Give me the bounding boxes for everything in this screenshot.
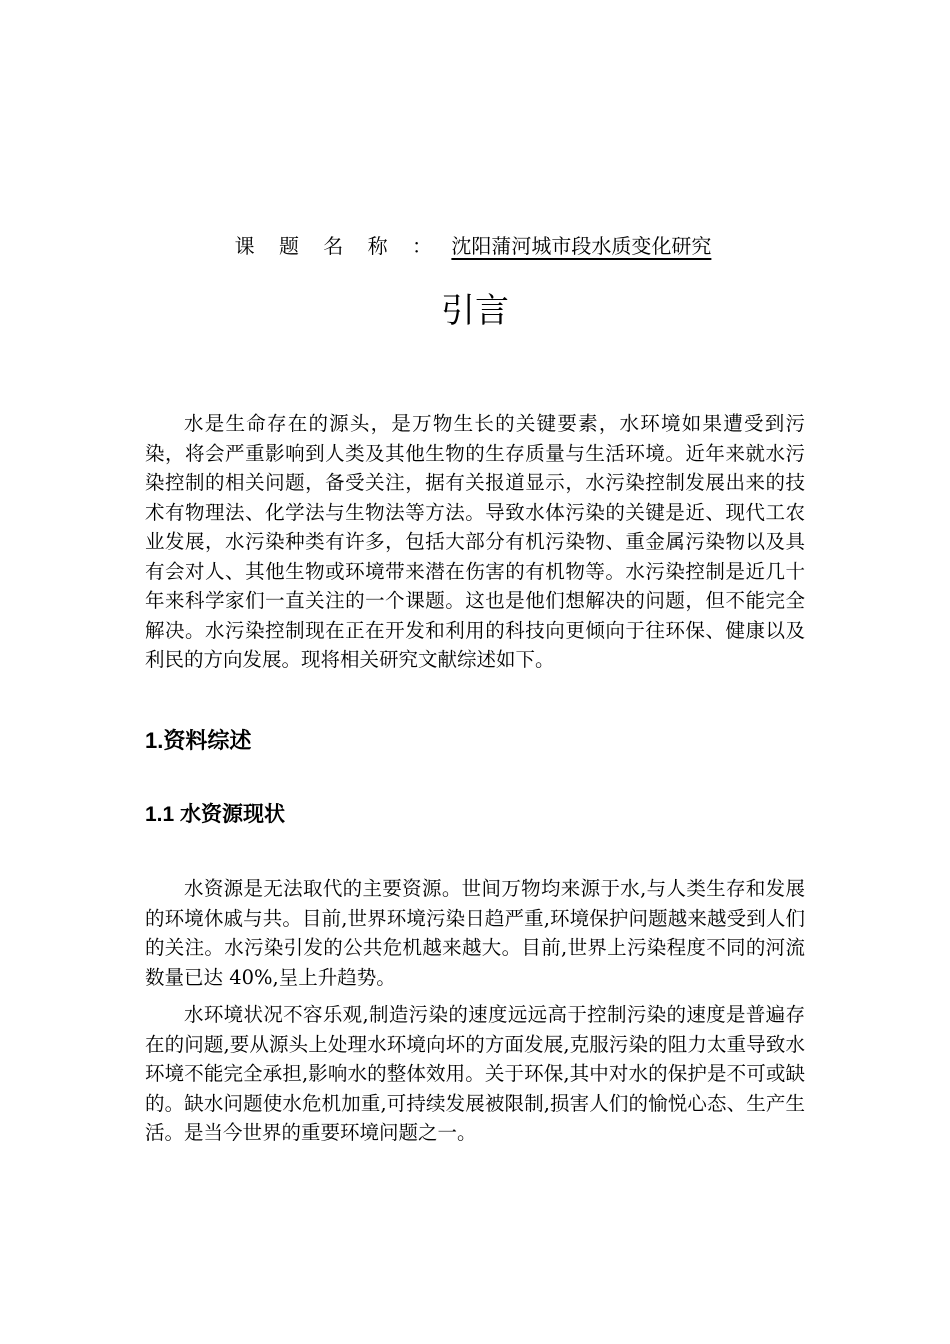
page-title: 引言: [441, 291, 509, 331]
water-resources-paragraph-2: 水环境状况不容乐观,制造污染的速度远远高于控制污染的速度是普遍存在的问题,要从源头上处理水环境向坏的方面发展,克服污染的阻力太重导致水环境不能完全承担,影响水的整体效用。关于环保,其中对水的保护是不可或缺的。缺水问题使水危机加重,可持续发展被限制,损害人们的愉悦心态、生产生活。是当今世界的重要环境问题之一。: [145, 1003, 805, 1144]
topic-line: [0, 232, 950, 260]
intro-paragraph: 水是生命存在的源头，是万物生长的关键要素，水环境如果遭受到污染，将会严重影响到人类及其他生物的生存质量与生活环境。近年来就水污染控制的相关问题，备受关注，据有关报道显示，水污染控制发展出来的技术有物理法、化学法与生物法等方法。导致水体污染的关键是近、现代工农业发展，水污染种类有许多，包括大部分有机污染物、重金属污染物以及具有会对人、其他生物或环境带来潜在伤害的有机物等。水污染控制是近几十年来科学家们一直关注的一个课题。这也是他们想解决的问题，但不能完全解决。水污染控制现在正在开发和利用的科技向更倾向于往环保、健康以及利民的方向发展。现将相关研究文献综述如下。: [145, 412, 805, 671]
water-resources-paragraph-1: 水资源是无法取代的主要资源。世间万物均来源于水,与人类生存和发展的环境休戚与共。目前,世界环境污染日趋严重,环境保护问题越来越受到人们的关注。水污染引发的公共危机越来越大。目前,世界上污染程度不同的河流数量已达 40%,呈上升趋势。: [145, 877, 805, 989]
section-1-1-heading: 1.1 水资源现状: [145, 803, 286, 826]
topic-label: 课 题 名 称 ：: [234, 234, 442, 258]
section-1-heading: 1.资料综述: [145, 728, 252, 753]
topic-value: 沈阳蒲河城市段水质变化研究: [451, 234, 712, 258]
